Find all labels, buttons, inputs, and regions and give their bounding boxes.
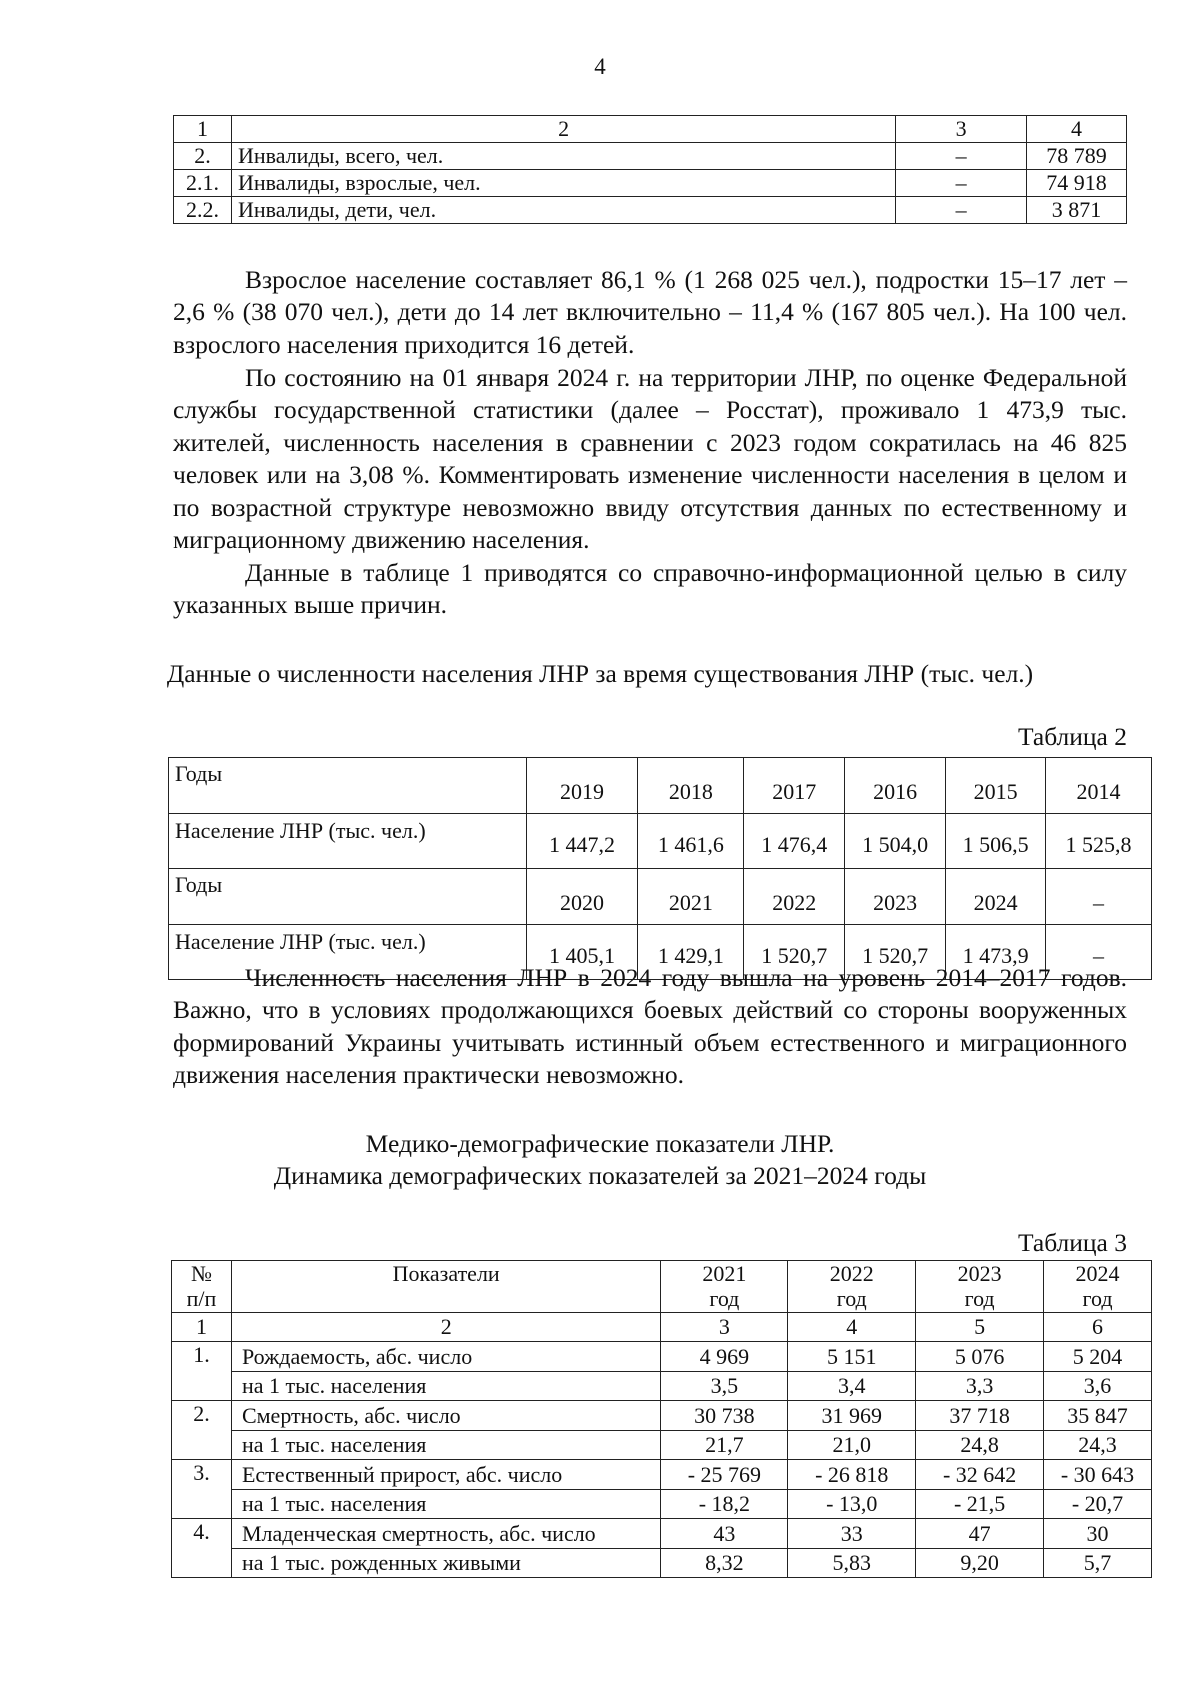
table-cell: - 25 769 (661, 1460, 788, 1490)
table-cell (1044, 1261, 1152, 1313)
table-row (174, 143, 1127, 170)
table3-label: Таблица 3 (1017, 1228, 1127, 1257)
table-cell: 21,0 (788, 1430, 916, 1460)
table-cell: Инвалиды, всего, чел. (231, 143, 895, 170)
table-cell: 5,83 (788, 1548, 916, 1578)
table-cell (916, 1261, 1044, 1313)
table-cell: 6 (1044, 1312, 1152, 1342)
table-row (172, 1312, 1152, 1342)
table-cell: 1 (172, 1312, 232, 1342)
table-cell (172, 1261, 232, 1313)
table-row (172, 1342, 1152, 1372)
table-cell: 2021 (638, 869, 744, 925)
table-cell: 74 918 (1027, 170, 1127, 197)
table-cell: 4 (788, 1312, 916, 1342)
table-cell: 78 789 (1027, 143, 1127, 170)
header-text: 2021 (702, 1261, 747, 1286)
table-cell: 1 429,1 (638, 925, 744, 980)
table-cell: 3. (172, 1460, 232, 1519)
table-row (172, 1371, 1152, 1401)
table-cell: на 1 тыс. населения (231, 1489, 660, 1519)
table-cell: 2014 (1046, 758, 1152, 814)
table-cell: - 26 818 (788, 1460, 916, 1490)
header-text: 2023 (957, 1261, 1002, 1286)
header-text: п/п (186, 1286, 217, 1312)
table-cell: 2 (231, 1312, 660, 1342)
table-cell: 1 520,7 (744, 925, 845, 980)
table-cell: 4. (172, 1519, 232, 1578)
table-cell: 5,7 (1044, 1548, 1152, 1578)
table-cell: 1 447,2 (526, 814, 638, 869)
table2-label: Таблица 2 (1017, 722, 1127, 751)
table-cell: Население ЛНР (тыс. чел.) (169, 814, 527, 869)
table-cell: 21,7 (661, 1430, 788, 1460)
table-cell: Инвалиды, взрослые, чел. (231, 170, 895, 197)
table-cell: 2.2. (174, 197, 232, 224)
paragraph-table-note: Данные в таблице 1 приводятся со справочно-информационной целью в силу указанных выше причин. (173, 558, 1127, 620)
demographic-table (171, 1260, 1152, 1578)
table2-caption: Данные о численности населения ЛНР за время существования ЛНР (тыс. чел.) (166, 659, 1034, 688)
table-row (174, 197, 1127, 224)
table-cell: 2022 (744, 869, 845, 925)
table-row (172, 1401, 1152, 1431)
table-cell: 5 076 (916, 1342, 1044, 1372)
table-cell: Годы (169, 758, 527, 814)
table-cell: 3,3 (916, 1371, 1044, 1401)
table-cell: 2020 (526, 869, 638, 925)
table-cell: 1 473,9 (946, 925, 1046, 980)
table-cell: на 1 тыс. рожденных живыми (231, 1548, 660, 1578)
table-cell: 1 405,1 (526, 925, 638, 980)
table-row (169, 814, 1152, 869)
table-cell: 5 (916, 1312, 1044, 1342)
table-cell: 37 718 (916, 1401, 1044, 1431)
table-cell: на 1 тыс. населения (231, 1430, 660, 1460)
header-text: № (190, 1261, 212, 1286)
table-row (172, 1460, 1152, 1490)
table-row (169, 758, 1152, 814)
table3-heading-2: Динамика демографических показателей за 2021–2024 годы (273, 1161, 927, 1190)
table-cell: 1. (172, 1342, 232, 1401)
table-cell: 5 204 (1044, 1342, 1152, 1372)
table-cell: 3 871 (1027, 197, 1127, 224)
table-cell: на 1 тыс. населения (231, 1371, 660, 1401)
table-cell: - 13,0 (788, 1489, 916, 1519)
table-cell: 43 (661, 1519, 788, 1549)
table-cell: 2.1. (174, 170, 232, 197)
table-cell: 2015 (946, 758, 1046, 814)
table-cell: 33 (788, 1519, 916, 1549)
header-text: 2024 (1075, 1261, 1120, 1286)
table-cell: 1 476,4 (744, 814, 845, 869)
table-row (172, 1430, 1152, 1460)
table-row (172, 1519, 1152, 1549)
table-cell: 1 (174, 116, 232, 143)
table-cell: 8,32 (661, 1548, 788, 1578)
paragraph-population-level: Численность населения ЛНР в 2024 году вышла на уровень 2014–2017 годов. Важно, что в условиях продолжающихся боевых действий со стороны вооруженных формирований Украины учитывать истинный объем естественного и миграционного движения населения практически невозможно. (173, 963, 1127, 1090)
table-cell: – (896, 170, 1027, 197)
table-cell: 2024 (946, 869, 1046, 925)
table-row (174, 170, 1127, 197)
page-number: 4 (594, 54, 606, 79)
table-cell: 35 847 (1044, 1401, 1152, 1431)
table-cell: 30 738 (661, 1401, 788, 1431)
table-cell: 3,5 (661, 1371, 788, 1401)
table-cell: 30 (1044, 1519, 1152, 1549)
table-cell: Естественный прирост, абс. число (231, 1460, 660, 1490)
header-text: год (709, 1286, 740, 1312)
table-cell: 3,6 (1044, 1371, 1152, 1401)
table-cell: 9,20 (916, 1548, 1044, 1578)
header-text: год (964, 1286, 995, 1312)
table-cell: Рождаемость, абс. число (231, 1342, 660, 1372)
table-row (172, 1548, 1152, 1578)
table-cell: – (896, 197, 1027, 224)
table-cell: 1 504,0 (845, 814, 946, 869)
table-cell: – (1046, 869, 1152, 925)
table-cell: 1 520,7 (845, 925, 946, 980)
table-cell: - 20,7 (1044, 1489, 1152, 1519)
table-cell: 2018 (638, 758, 744, 814)
table-cell: Показатели (231, 1261, 660, 1313)
table-row (169, 869, 1152, 925)
table-cell: Младенческая смертность, абс. число (231, 1519, 660, 1549)
table-cell: Инвалиды, дети, чел. (231, 197, 895, 224)
table-cell: – (1046, 925, 1152, 980)
table-cell: - 21,5 (916, 1489, 1044, 1519)
table-cell: 3 (896, 116, 1027, 143)
table-cell: 4 969 (661, 1342, 788, 1372)
table-cell: Годы (169, 869, 527, 925)
table-cell: 1 461,6 (638, 814, 744, 869)
table-cell: - 32 642 (916, 1460, 1044, 1490)
table-cell: 1 525,8 (1046, 814, 1152, 869)
table-cell: 24,3 (1044, 1430, 1152, 1460)
table-cell: 2016 (845, 758, 946, 814)
header-text: 2022 (829, 1261, 874, 1286)
table-cell: 1 506,5 (946, 814, 1046, 869)
table-cell: 2. (174, 143, 232, 170)
table-cell: - 18,2 (661, 1489, 788, 1519)
table-cell: Население ЛНР (тыс. чел.) (169, 925, 527, 980)
table-cell: 2017 (744, 758, 845, 814)
table-cell: - 30 643 (1044, 1460, 1152, 1490)
table-cell: – (896, 143, 1027, 170)
table-cell: 2019 (526, 758, 638, 814)
table-cell: 3 (661, 1312, 788, 1342)
table-cell: 31 969 (788, 1401, 916, 1431)
table-header-row (174, 116, 1127, 143)
table3-heading-1: Медико-демографические показатели ЛНР. (365, 1129, 835, 1158)
header-text: год (1082, 1286, 1113, 1312)
population-table (168, 757, 1152, 980)
paragraph-age-structure: Взрослое население составляет 86,1 % (1 268 025 чел.), подростки 15–17 лет – 2,6 % (38 070 чел.), дети до 14 лет включительно – 11,4 % (167 805 чел.). На 100 чел. взрослого населения приходится 16 детей. (173, 265, 1127, 359)
table-cell: 4 (1027, 116, 1127, 143)
table-cell (661, 1261, 788, 1313)
table-cell: 24,8 (916, 1430, 1044, 1460)
table-cell: Смертность, абс. число (231, 1401, 660, 1431)
table-cell (788, 1261, 916, 1313)
table-cell: 47 (916, 1519, 1044, 1549)
table-header-row (172, 1261, 1152, 1313)
table-cell: 3,4 (788, 1371, 916, 1401)
paragraph-population-estimate: По состоянию на 01 января 2024 г. на территории ЛНР, по оценке Федеральной службы государственной статистики (далее – Росстат), проживало 1 473,9 тыс. жителей, численность населения в сравнении с 2023 годом сократилась на 46 825 человек или на 3,08 %. Комментировать изменение численности населения в целом и по возрастной структуре невозможно ввиду отсутствия данных по естественному и миграционному движению населения. (173, 363, 1127, 555)
disability-table (173, 115, 1127, 224)
header-text: год (836, 1286, 867, 1312)
table-cell: 2023 (845, 869, 946, 925)
table-cell: 2. (172, 1401, 232, 1460)
table-row (172, 1489, 1152, 1519)
table-cell: 2 (231, 116, 895, 143)
table-cell: 5 151 (788, 1342, 916, 1372)
